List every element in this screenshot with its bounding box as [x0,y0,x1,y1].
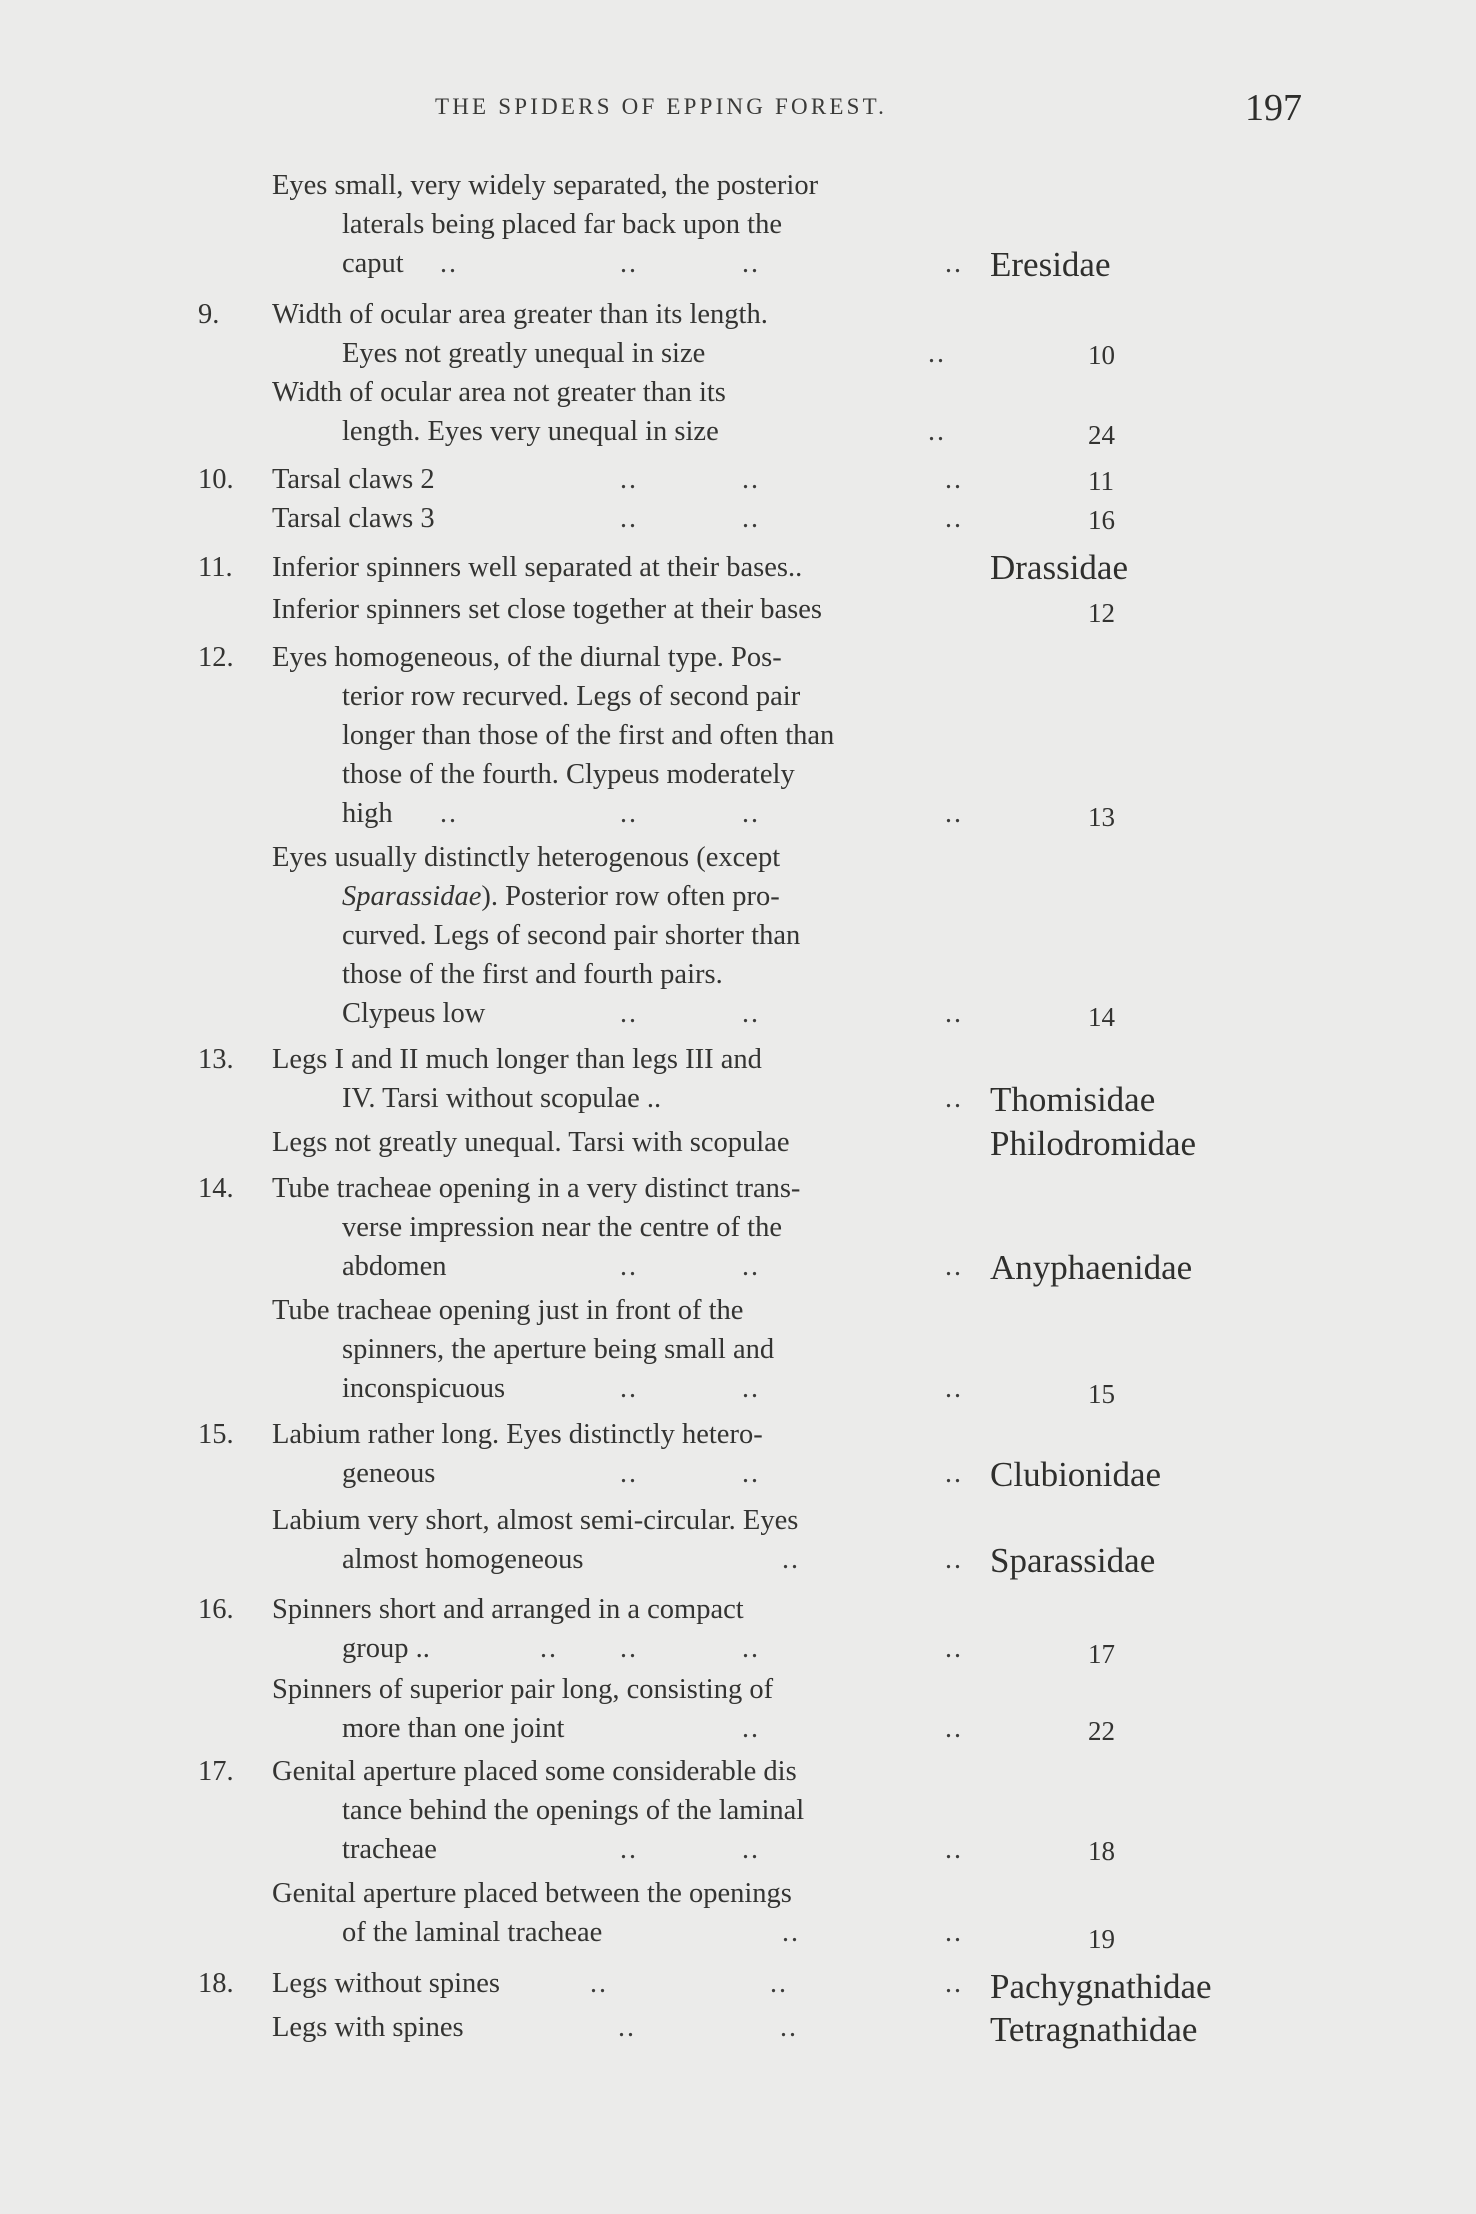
leader-dots: .. [742,248,760,279]
leader-dots: .. [620,1373,638,1404]
leader-dots: .. [742,1633,760,1664]
couplet-number: 16. [198,1594,234,1625]
leader-dots: .. [928,338,946,369]
leader-dots: .. [782,1544,800,1575]
leader-dots: .. [742,464,760,495]
couplet-number: 14. [198,1173,234,1204]
key-line: Spinners of superior pair long, consisting of [272,1674,774,1705]
leader-dots: .. [742,1251,760,1282]
key-line: inconspicuous [342,1373,506,1404]
couplet-number: 12. [198,642,234,673]
leader-dots: .. [620,464,638,495]
couplet-reference: 11 [1088,466,1114,496]
key-line: Tube tracheae opening in a very distinct trans- [272,1173,801,1204]
key-line: Eyes small, very widely separated, the posterior [272,170,819,201]
key-line: terior row recurved. Legs of second pair [342,681,801,712]
family-result: Thomisidae [990,1080,1156,1119]
leader-dots: .. [590,1968,608,1999]
leader-dots: .. [742,1834,760,1865]
couplet-reference: 12 [1088,598,1115,628]
running-title: THE SPIDERS OF EPPING FOREST. [435,94,888,119]
leader-dots: .. [945,1251,963,1282]
leader-dots: .. [945,1917,963,1948]
couplet-reference: 18 [1088,1836,1115,1866]
key-line: Tarsal claws 2 [272,464,435,495]
key-line: Tarsal claws 3 [272,503,435,534]
couplet-reference: 16 [1088,505,1115,535]
key-line: longer than those of the first and often than [342,720,835,751]
leader-dots: .. [742,798,760,829]
leader-dots: .. [620,248,638,279]
couplet-reference: 13 [1088,802,1115,832]
key-line: tracheae [342,1834,437,1865]
leader-dots: .. [945,1713,963,1744]
leader-dots: .. [620,1633,638,1664]
leader-dots: .. [742,1373,760,1404]
key-line: Legs not greatly unequal. Tarsi with scopulae [272,1127,790,1158]
leader-dots: .. [742,998,760,1029]
couplet-reference: 14 [1088,1002,1115,1032]
family-result: Tetragnathidae [990,2010,1198,2049]
couplet-reference: 10 [1088,340,1115,370]
leader-dots: .. [620,798,638,829]
key-line: abdomen [342,1251,447,1282]
family-result: Anyphaenidae [990,1248,1193,1287]
family-result: Eresidae [990,245,1111,284]
key-line: Eyes not greatly unequal in size [342,338,706,369]
key-line: almost homogeneous [342,1544,584,1575]
leader-dots: .. [742,503,760,534]
key-line: spinners, the aperture being small and [342,1334,775,1365]
couplet-number: 15. [198,1419,234,1450]
leader-dots: .. [945,998,963,1029]
key-line: group .. [342,1633,430,1664]
couplet-number: 18. [198,1968,234,1999]
key-line: caput [342,248,404,279]
key-line: Genital aperture placed between the openings [272,1878,792,1909]
leader-dots: .. [945,1834,963,1865]
key-line: those of the first and fourth pairs. [342,959,723,990]
couplet-number: 11. [198,552,233,583]
key-line: geneous [342,1458,436,1489]
key-line: Labium rather long. Eyes distinctly hetero- [272,1419,763,1450]
key-line: Legs I and II much longer than legs III and [272,1044,762,1075]
leader-dots: .. [540,1633,558,1664]
key-line: Labium very short, almost semi-circular. Eyes [272,1505,799,1536]
key-line: Spinners short and arranged in a compact [272,1594,744,1625]
leader-dots: .. [945,1458,963,1489]
key-line: Width of ocular area not greater than its [272,377,726,408]
leader-dots: .. [742,1713,760,1744]
couplet-reference: 22 [1088,1716,1115,1746]
leader-dots: .. [742,1458,760,1489]
italic-family-name: Sparassidae [342,881,482,912]
key-line [342,877,780,916]
couplet-number: 10. [198,464,234,495]
leader-dots: .. [928,416,946,447]
couplet-number: 9. [198,299,220,330]
leader-dots: .. [945,1373,963,1404]
leader-dots: .. [945,464,963,495]
leader-dots: .. [780,2012,798,2043]
key-line: of the laminal tracheae [342,1917,603,1948]
family-result: Pachygnathidae [990,1967,1212,2006]
key-line: Legs with spines [272,2012,464,2043]
key-line: tance behind the openings of the laminal [342,1795,805,1826]
couplet-number: 13. [198,1044,234,1075]
couplet-reference: 17 [1088,1639,1115,1669]
page-number: 197 [1245,87,1302,129]
leader-dots: .. [945,1544,963,1575]
key-line: Width of ocular area greater than its length. [272,299,768,330]
key-line: Eyes homogeneous, of the diurnal type. Pos- [272,642,782,673]
couplet-reference: 15 [1088,1379,1115,1409]
key-line: Legs without spines [272,1968,500,1999]
key-line: verse impression near the centre of the [342,1212,782,1243]
leader-dots: .. [620,1458,638,1489]
leader-dots: .. [945,798,963,829]
key-line: Clypeus low [342,998,486,1029]
key-line: length. Eyes very unequal in size [342,416,719,447]
family-result: Clubionidae [990,1455,1162,1494]
key-line: Eyes usually distinctly heterogenous (except [272,842,781,873]
key-line: laterals being placed far back upon the [342,209,782,240]
leader-dots: .. [945,1968,963,1999]
key-line: more than one joint [342,1713,565,1744]
family-result: Philodromidae [990,1124,1197,1163]
leader-dots: .. [945,248,963,279]
leader-dots: .. [618,2012,636,2043]
key-line-rest: ). Posterior row often pro- [481,881,780,912]
leader-dots: .. [440,248,458,279]
couplet-reference: 19 [1088,1924,1115,1954]
key-line: Inferior spinners set close together at their bases [272,594,823,625]
leader-dots: .. [945,1083,963,1114]
key-line: those of the fourth. Clypeus moderately [342,759,795,790]
leader-dots: .. [620,1834,638,1865]
leader-dots: .. [620,998,638,1029]
family-result: Drassidae [990,548,1129,587]
leader-dots: .. [620,1251,638,1282]
leader-dots: .. [945,503,963,534]
couplet-number: 17. [198,1756,234,1787]
key-line: Tube tracheae opening just in front of the [272,1295,744,1326]
couplet-reference: 24 [1088,420,1115,450]
leader-dots: .. [782,1917,800,1948]
family-result: Sparassidae [990,1541,1156,1580]
key-line: high [342,798,393,829]
leader-dots: .. [620,503,638,534]
key-line: Genital aperture placed some considerable dis [272,1756,797,1787]
key-line: Inferior spinners well separated at their bases.. [272,552,803,583]
key-line: IV. Tarsi without scopulae .. [342,1083,662,1114]
leader-dots: .. [770,1968,788,1999]
leader-dots: .. [440,798,458,829]
leader-dots: .. [945,1633,963,1664]
key-line: curved. Legs of second pair shorter than [342,920,801,951]
